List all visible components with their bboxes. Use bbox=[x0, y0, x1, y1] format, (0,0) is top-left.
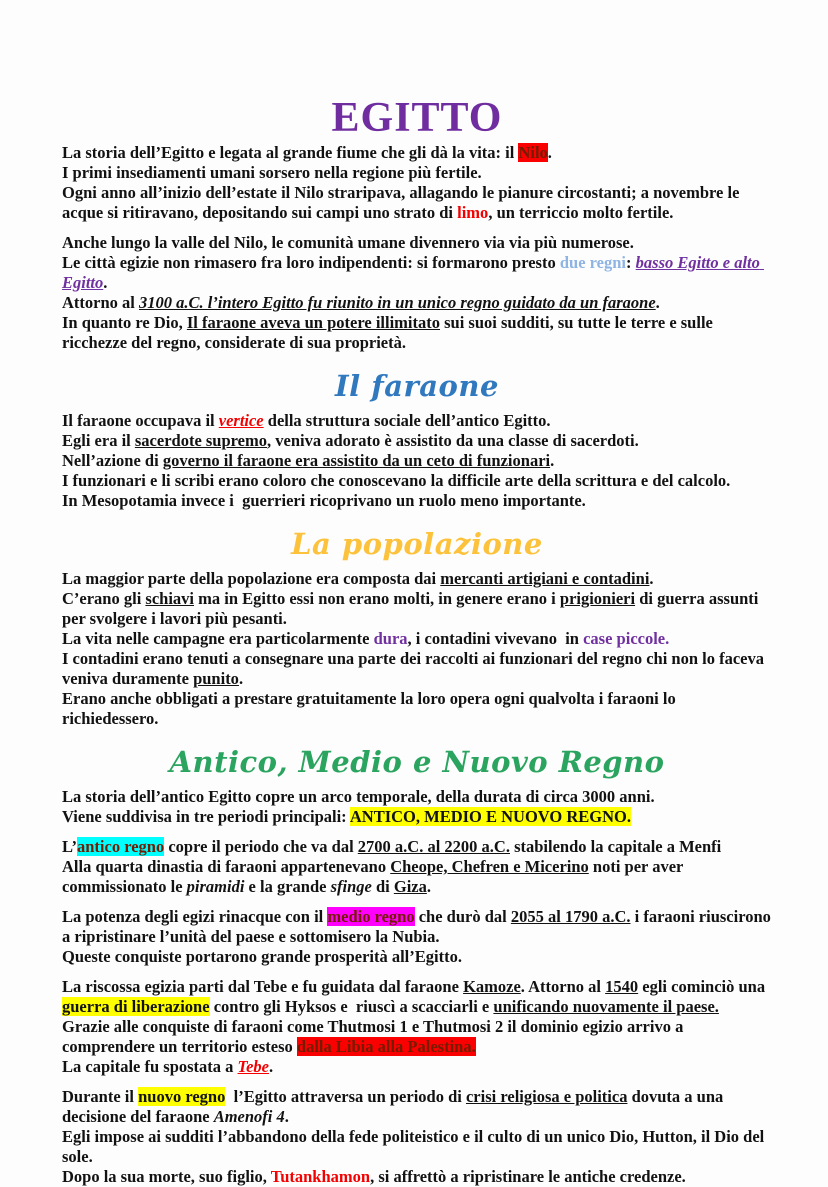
styled-text-run: Giza bbox=[393, 877, 427, 896]
text-run: . bbox=[655, 293, 660, 312]
text-run: , un terriccio molto fertile. bbox=[488, 203, 674, 222]
text-line bbox=[62, 471, 772, 491]
text-run: Anche lungo la valle del Nilo, le comunità umane divennero via via più numerose. bbox=[62, 233, 634, 252]
text-run: Viene suddivisa in tre periodi principali: bbox=[62, 807, 350, 826]
text-line bbox=[62, 689, 772, 729]
text-line bbox=[62, 293, 772, 313]
text-run: di bbox=[371, 877, 394, 896]
styled-text-run: mercanti artigiani e contadini bbox=[440, 569, 650, 588]
text-run: egli cominciò una bbox=[638, 977, 770, 996]
text-run: , si affrettò a ripristinare le antiche credenze. bbox=[370, 1167, 686, 1186]
text-line bbox=[62, 1017, 772, 1057]
styled-text-run: medio regno bbox=[327, 907, 415, 926]
styled-text-run: Tebe bbox=[237, 1057, 270, 1076]
text-run: . bbox=[238, 669, 244, 688]
text-line bbox=[62, 837, 772, 857]
paragraph-gap bbox=[62, 223, 772, 233]
text-run: Ogni anno all’inizio dell’estate il Nilo straripava, allagando le pianure circostanti; a novembre le acque si ritiravano, depositando sui campi uno strato di bbox=[62, 183, 744, 222]
document-title: EGITTO bbox=[331, 95, 503, 141]
text-run: , i contadini vivevano in bbox=[407, 629, 584, 648]
styled-text-run: 2055 al 1790 a.C. bbox=[510, 907, 631, 926]
document-body bbox=[62, 143, 776, 1187]
text-line bbox=[62, 857, 772, 897]
paragraph-due-regni bbox=[62, 233, 772, 353]
text-line bbox=[62, 1057, 772, 1077]
text-line bbox=[62, 629, 772, 649]
text-run: i faraoni riuscirono a ripristinare l’unità del paese e sottomisero la Nubia. bbox=[62, 907, 776, 946]
styled-text-run: due regni bbox=[559, 253, 627, 272]
styled-text-run: Kamoze bbox=[463, 977, 521, 996]
styled-text-run: dalla Libia alla Palestina. bbox=[296, 1037, 476, 1056]
styled-text-run: ANTICO, MEDIO E NUOVO REGNO. bbox=[349, 807, 631, 826]
text-line bbox=[62, 907, 776, 947]
paragraph-gap bbox=[62, 967, 772, 977]
styled-text-run: punito bbox=[193, 669, 239, 688]
text-run: ma in Egitto essi non erano molti, in genere erano i bbox=[194, 589, 560, 608]
text-line bbox=[62, 787, 772, 807]
text-run: La riscossa egizia parti dal Tebe e fu guidata dal faraone bbox=[62, 977, 464, 996]
text-run: copre il periodo che va dal bbox=[164, 837, 358, 856]
styled-text-run: sfinge bbox=[330, 877, 372, 896]
text-run: Grazie alle conquiste di faraoni come Thutmosi 1 e Thutmosi 2 il dominio egizio arrivo a comprendere un territorio esteso bbox=[62, 1017, 688, 1056]
text-run: sui suoi sudditi, su tutte le terre e sulle ricchezze del regno, considerate di sua proprietà. bbox=[62, 313, 717, 352]
text-run: Il faraone occupava il bbox=[62, 411, 219, 430]
text-run: In Mesopotamia invece i guerrieri ricoprivano un ruolo meno importante. bbox=[62, 491, 586, 510]
styled-text-run: limo bbox=[457, 203, 489, 222]
text-run: della struttura sociale dell’antico Egitto. bbox=[263, 411, 551, 430]
styled-text-run: piramidi bbox=[186, 877, 245, 896]
text-line bbox=[62, 807, 772, 827]
styled-text-run: vertice bbox=[218, 411, 264, 430]
text-line bbox=[62, 1087, 772, 1127]
text-run: Nell’azione di bbox=[62, 451, 163, 470]
text-run: . Attorno al bbox=[520, 977, 606, 996]
text-run: In quanto re Dio, bbox=[62, 313, 187, 332]
styled-text-run: crisi religiosa e politica bbox=[465, 1087, 628, 1106]
text-run: Queste conquiste portarono grande prosperità all’Egitto. bbox=[62, 947, 462, 966]
styled-text-run: basso Egitto e alto Egitto bbox=[62, 253, 764, 292]
styled-text-run: sacerdote supremo bbox=[134, 431, 268, 450]
styled-text-run: Cheope, Chefren e Micerino bbox=[390, 857, 589, 876]
text-run: . bbox=[649, 569, 654, 588]
text-line bbox=[62, 431, 772, 451]
text-run: di guerra assunti per svolgere i lavori più pesanti. bbox=[62, 589, 763, 628]
text-run: che durò dal bbox=[414, 907, 511, 926]
text-run: Egli era il bbox=[62, 431, 135, 450]
styled-text-run: unificando nuovamente il paese. bbox=[493, 997, 719, 1016]
paragraph-tre-periodi bbox=[62, 787, 772, 827]
text-line bbox=[62, 589, 772, 629]
text-run: L’ bbox=[62, 837, 77, 856]
text-line bbox=[62, 313, 772, 353]
text-run: . bbox=[550, 451, 555, 470]
paragraph-nuovo-regno bbox=[62, 1087, 772, 1187]
styled-text-run: governo il faraone era assistito da un ceto di funzionari bbox=[162, 451, 551, 470]
text-run: La vita nelle campagne era particolarmente bbox=[62, 629, 374, 648]
text-line bbox=[62, 649, 772, 689]
text-line bbox=[62, 451, 772, 471]
paragraph-popolazione bbox=[62, 569, 772, 729]
styled-text-run: Tutankhamon bbox=[270, 1167, 371, 1186]
text-run: . bbox=[547, 143, 552, 162]
text-run: Dopo la sua morte, suo figlio, bbox=[62, 1167, 271, 1186]
text-run: contro gli Hyksos e riuscì a scacciarli e bbox=[209, 997, 494, 1016]
text-run: La potenza degli egizi rinacque con il bbox=[62, 907, 328, 926]
styled-text-run: case piccole. bbox=[583, 629, 670, 648]
text-run: . bbox=[269, 1057, 274, 1076]
text-run: Egli impose ai sudditi l’abbandono della fede politeistico e il culto di un unico Dio, Hutton, il Dio del sole. bbox=[62, 1127, 769, 1166]
styled-text-run: prigionieri bbox=[559, 589, 636, 608]
text-line bbox=[62, 143, 772, 163]
text-line bbox=[62, 253, 772, 293]
text-line bbox=[62, 233, 772, 253]
text-run: . bbox=[103, 273, 108, 292]
styled-text-run: 3100 a.C. l’intero Egitto fu riunito in un unico regno guidato da un faraone bbox=[139, 293, 656, 312]
text-line bbox=[62, 569, 772, 589]
text-run: I funzionari e li scribi erano coloro che conoscevano la difficile arte della scrittura e del calcolo. bbox=[62, 471, 731, 490]
text-run: l’Egitto attraversa un periodo di bbox=[225, 1087, 466, 1106]
styled-text-run: schiavi bbox=[145, 589, 194, 608]
text-run: I primi insediamenti umani sorsero nella regione più fertile. bbox=[62, 163, 482, 182]
text-line bbox=[62, 1127, 772, 1167]
section-heading-la-popolazione: La popolazione bbox=[291, 527, 543, 561]
styled-text-run: Nilo bbox=[518, 143, 548, 162]
paragraph-gap bbox=[62, 1077, 772, 1087]
paragraph-faraone bbox=[62, 411, 772, 511]
text-run: La storia dell’antico Egitto copre un arco temporale, della durata di circa 3000 anni. bbox=[62, 787, 655, 806]
text-line bbox=[62, 183, 772, 223]
paragraph-antico-regno bbox=[62, 837, 772, 897]
text-run: , veniva adorato è assistito da una classe di sacerdoti. bbox=[267, 431, 639, 450]
text-run: stabilendo la capitale a Menfi bbox=[509, 837, 722, 856]
paragraph-nilo bbox=[62, 143, 772, 223]
text-run: noti per aver commissionato le bbox=[62, 857, 688, 896]
paragraph-riscossa bbox=[62, 977, 772, 1077]
styled-text-run: 2700 a.C. al 2200 a.C. bbox=[357, 837, 510, 856]
text-run: Erano anche obbligati a prestare gratuitamente la loro opera ogni qualvolta i faraoni lo richiedessero. bbox=[62, 689, 680, 728]
styled-text-run: Amenofi 4 bbox=[213, 1107, 285, 1126]
text-run: I contadini erano tenuti a consegnare una parte dei raccolti ai funzionari del regno chi non lo faceva veniva duramente bbox=[62, 649, 769, 688]
text-run: La maggior parte della popolazione era composta dai bbox=[62, 569, 441, 588]
styled-text-run: dura bbox=[373, 629, 408, 648]
text-run: dovuta a una decisione del faraone bbox=[62, 1087, 728, 1126]
text-run: . bbox=[426, 877, 431, 896]
styled-text-run: guerra di liberazione bbox=[62, 997, 210, 1016]
text-run: : bbox=[626, 253, 636, 272]
styled-text-run: nuovo regno bbox=[138, 1087, 226, 1106]
text-run: e la grande bbox=[244, 877, 331, 896]
text-line bbox=[62, 1167, 772, 1187]
text-run: La storia dell’Egitto e legata al grande fiume che gli dà la vita: il bbox=[62, 143, 519, 162]
section-heading-antico-medio-nuovo-regno: Antico, Medio e Nuovo Regno bbox=[169, 745, 665, 779]
paragraph-gap bbox=[62, 897, 772, 907]
text-run: C’erano gli bbox=[62, 589, 146, 608]
styled-text-run: Il faraone aveva un potere illimitato bbox=[186, 313, 440, 332]
text-line bbox=[62, 163, 772, 183]
text-run: Le città egizie non rimasero fra loro indipendenti: si formarono presto bbox=[62, 253, 560, 272]
text-run: Durante il bbox=[62, 1087, 139, 1106]
paragraph-gap bbox=[62, 827, 772, 837]
text-line bbox=[62, 947, 772, 967]
section-heading-il-faraone: Il faraone bbox=[335, 369, 499, 403]
styled-text-run: antico regno bbox=[77, 837, 165, 856]
text-line bbox=[62, 491, 772, 511]
text-run: Attorno al bbox=[62, 293, 139, 312]
text-line bbox=[62, 977, 772, 1017]
text-run: La capitale fu spostata a bbox=[62, 1057, 238, 1076]
text-run: Alla quarta dinastia di faraoni appartenevano bbox=[62, 857, 391, 876]
styled-text-run: 1540 bbox=[605, 977, 639, 996]
text-line bbox=[62, 411, 772, 431]
paragraph-medio-regno bbox=[62, 907, 776, 967]
text-run: . bbox=[284, 1107, 289, 1126]
